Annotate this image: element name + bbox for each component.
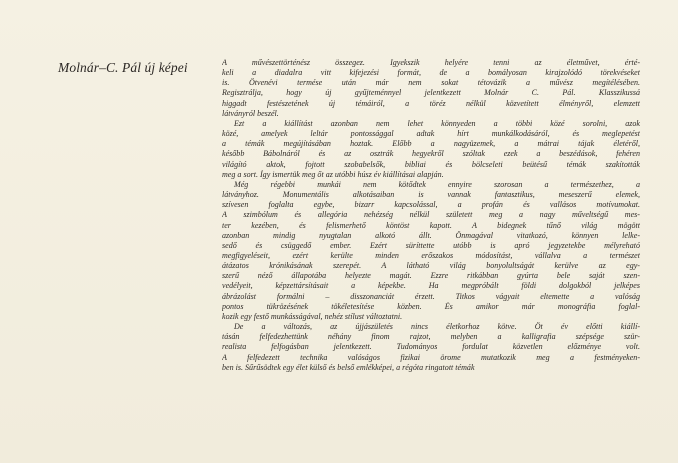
text-line: A szimbólum és allegória nehézség nélkül született meg a nagy műveltségű mes- <box>222 210 640 220</box>
text-line: ábrázolást formálni – disszonanciát érzett. Titkos vágyait eltemette a valóság <box>222 291 640 301</box>
text-line: A művészettörténész összegez. Igyekszik helyére tenni az életművet, érté- <box>222 58 640 67</box>
text-line: meg a sort. Így ismertük meg őt az utóbbi húsz év kiállításai alapján. <box>222 169 444 179</box>
text-line: tásán felfedezhettünk néhány finom rajzot, melyben a kalligrafia szépsége szür- <box>222 332 640 342</box>
text-line: pontos tükrözésének tökéletesítése közben. És amikor már monográfia foglal- <box>222 301 640 311</box>
text-line: látványhoz. Monumentális alkotásaiban is vannak fantasztikus, meseszerű elemek, <box>222 190 640 200</box>
paragraph <box>222 119 640 180</box>
text-line: ter kezében, és felismerhető köntöst kapott. A bidegnek tűnő világ mögött <box>222 220 640 230</box>
text-line: Még régebbi munkái nem kötődtek ennyire szorosan a természethez, a <box>234 179 640 189</box>
text-line: ben is. Sűrűsödtek egy élet külső és belső emlékképei, a régóta ringatott témák <box>222 362 475 372</box>
text-line: szívesen foglalta egybe, bizarr kapcsolással, a profán és vallásos motívumokat. <box>222 200 640 210</box>
article-body <box>222 58 640 373</box>
text-line: Ezt a kiállítást azonban nem lehet könnyeden a többi közé sorolni, azok <box>234 118 640 128</box>
text-line: keli a diadalra vitt kifejezési formát, de a bomályosan kirajzolódó törekvéseket <box>222 68 640 78</box>
text-line: realista felfogásban jelentkezett. Tudományos fordulat közvetlen előzménye volt. <box>222 342 640 352</box>
text-line: látványról beszél. <box>222 108 279 118</box>
text-line: világító aktok, fojtott szobabelsők, bibliai és bölcseleti beütésű témák szakították <box>222 159 640 169</box>
paragraph <box>222 58 640 119</box>
text-line: később Bábolnáról és az osztrák hegyekről szóltak ezek a beszédások, fehéren <box>222 149 640 159</box>
text-line: vedélyeit, képzettársításait a képekbe. Ha megpróbált földi dolgokból jelképes <box>222 281 640 291</box>
text-line: átázatos krónikásának szerepét. A látható világ bonyolultságát kerülve az egy- <box>222 261 640 271</box>
paragraph <box>222 180 640 322</box>
text-line: megfigyeléseit, ezért kerülte minden erőszakos módosítást, vállalva a természet <box>222 250 640 260</box>
text-line: higgadt festészetének új témáiról, a töréz nélkül közvetített élményről, elemzett <box>222 98 640 108</box>
text-line: kozik egy festő munkásságával, nehéz stílust változtatni. <box>222 311 403 321</box>
paragraph <box>222 322 640 373</box>
text-line: is. Ötvenévi termése után már nem sokat tétovázik a művész megítélésében. <box>222 78 640 88</box>
text-line: A felfedezett technika valóságos fizikai örome mutatkozik meg a festményeken- <box>222 352 640 362</box>
text-line: közé, amelyek leltár pontossággal adtak hírt munkálkodásáról, és meglepetést <box>222 129 640 139</box>
article-title: Molnár–C. Pál új képei <box>58 60 188 75</box>
text-line: Regisztrálja, hogy új gyűjteménnyel jelentkezett Molnár C. Pál. Klasszikussá <box>222 88 640 98</box>
text-line: a témák megújításában hoztak. Előbb a nagyüzemek, a mátrai tájak életéről, <box>222 139 640 149</box>
text-line: sedő és csüggedő ember. Ezért süríttette utóbb is apró jegyzetekbe mélyreható <box>222 240 640 250</box>
text-line: azonban mindig nyugtalan alkotó állt. Önmagával vitatkozó, könnyen lelke- <box>222 230 640 240</box>
text-line: De a változás, az újjászületés nincs életkorhoz kötve. Öt év előtti kiállí- <box>234 322 640 332</box>
text-line: szerű néző állapotába helyezte magát. Ezzre ritkábban gyúrta bele saját szen- <box>222 271 640 281</box>
